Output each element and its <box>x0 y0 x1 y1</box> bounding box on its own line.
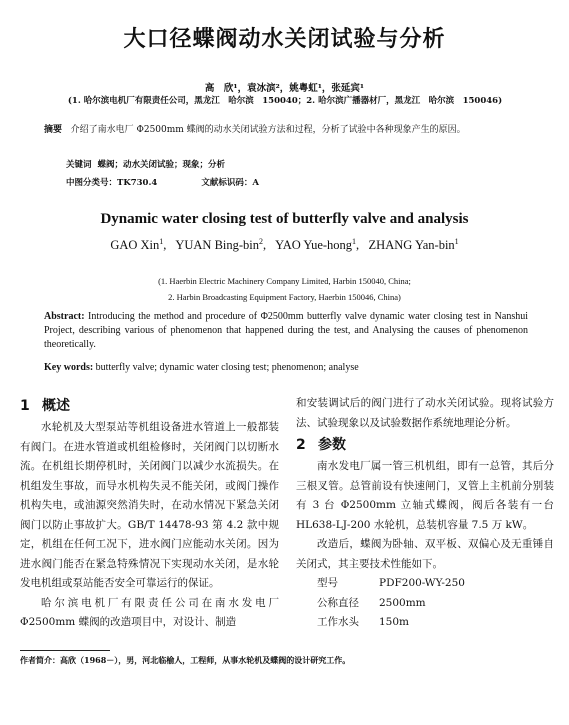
affiliation-en-1: (1. Haerbin Electric Machinery Company Limited, Harbin 150040, China; <box>158 276 411 286</box>
section-heading <box>20 394 279 418</box>
affiliation-en-2: 2. Harbin Broadcasting Equipment Factory, Haerbin 150046, China) <box>168 292 401 302</box>
body-paragraph: 南水发电厂属一管三机机组，即有一总管，其后分三根叉管。总管前设有快速闸门，叉管上主机前分别装有 3 台 Φ2500mm 立轴式蝶阀，阀后各装有一台 HL638-LJ-200 水轮机，总装机容量 7.5 万 kW。 <box>296 460 554 531</box>
paper-title-cn: 大口径蝶阀动水关闭试验与分析 <box>123 27 446 52</box>
author-en: GAO Xin <box>110 238 160 253</box>
author-sup: 2 <box>259 237 264 246</box>
affiliations-cn: (1. 哈尔滨电机厂有限责任公司，黑龙江 哈尔滨 150040；2. 哈尔滨广播器材厂，黑龙江 哈尔滨 150046) <box>67 96 503 106</box>
section-title: 参数 <box>318 437 346 453</box>
spec-row <box>296 574 554 594</box>
spec-key: 公称直径 <box>317 596 359 609</box>
abstract-en-text: Introducing the method and procedure of Φ2500mm butterfly valve dynamic water closing test in Nanshui Project, describing various of phenomenon that happened during the test, and Analysing the causes of phenomenon theoretically. <box>44 311 529 350</box>
classification-line <box>66 176 259 188</box>
author-sup: 1 <box>454 237 459 246</box>
body-paragraph: 哈尔滨电机厂有限责任公司在南水发电厂Φ2500mm 蝶阀的改造项目中，对设计、制造 <box>20 596 279 628</box>
author-footnote: 作者简介：高欣（1968－），男，河北临榆人，工程师，从事水轮机及蝶阀的设计研究工作。 <box>20 655 351 665</box>
clc-value: TK730.4 <box>117 178 158 188</box>
section-title: 概述 <box>42 398 70 414</box>
author-sup: 1 <box>159 237 164 246</box>
abstract-en-label: Abstract: <box>44 311 85 322</box>
section-number: 1 <box>20 398 30 414</box>
keywords-cn-text: 蝶阀；动水关闭试验；现象；分析 <box>97 160 225 170</box>
abstract-cn-text: 介绍了南水电厂 Φ2500mm 蝶阀的动水关闭试验方法和过程，分析了试验中各种现象产生的原因。 <box>70 125 466 135</box>
spec-value: 2500mm <box>379 596 426 609</box>
body-paragraph: 改造后，蝶阀为卧轴、双平板、双偏心及无重锤自关闭式，其主要技术性能如下。 <box>296 538 554 570</box>
author-en: ZHANG Yan-bin <box>368 238 455 253</box>
author-en: YUAN Bing-bin <box>175 238 260 253</box>
abstract-cn <box>44 122 524 138</box>
body-column-left <box>20 394 279 633</box>
paper-title-en: Dynamic water closing test of butterfly valve and analysis <box>100 211 469 227</box>
authors-cn: 高 欣¹，袁冰滨²，姚粤虹¹，张延宾¹ <box>204 83 365 94</box>
abstract-en <box>44 310 528 352</box>
clc-label: 中图分类号： <box>66 178 118 188</box>
spec-value: PDF200-WY-250 <box>379 577 465 589</box>
keywords-en-label: Key words: <box>44 362 94 373</box>
spec-value: 150m <box>379 616 409 628</box>
keywords-en <box>44 362 528 373</box>
author-en: YAO Yue-hong <box>275 238 353 253</box>
author-sup: 1 <box>352 237 357 246</box>
section-heading <box>296 433 554 457</box>
keywords-cn-label: 关键词 <box>66 160 92 170</box>
doc-code-value: A <box>252 178 259 188</box>
abstract-cn-label: 摘要 <box>44 125 63 135</box>
spec-row <box>296 594 554 614</box>
keywords-cn <box>66 158 225 170</box>
doc-code-label: 文献标识码： <box>201 178 253 188</box>
spec-row <box>296 613 554 633</box>
footnote-divider <box>20 650 110 651</box>
authors-en: GAO Xin$^1$, YUAN Bing-bin$^2$, YAO Yue-hong$^1$, ZHANG Yan-bin$^1$ <box>110 237 459 253</box>
body-paragraph: 和安装调试后的阀门进行了动水关闭试验。现将试验方法、试验现象以及试验数据作系统地理论分析。 <box>296 397 554 429</box>
spec-key: 工作水头 <box>317 616 359 628</box>
section-number: 2 <box>296 437 306 453</box>
body-paragraph: 水轮机及大型泵站等机组设备进水管道上一般都装有阀门。在进水管道或机组检修时，关闭阀门以切断水流。在机组长期停机时，关闭阀门以减少水流损失。在机组发生事故，而导水机构失灵不能关闭，或阀门操作机构失电，或油源突然消失时，在动水情况下紧急关闭阀门以防止事故扩大。GB/T 14478-93 第 4.2 款中规定，机组在任何工况下，进水阀门应能动水关闭。因为进水阀门能否在紧急特殊情况下实现动水关闭，是水轮发电机组或泵站能否安全可靠运行的保证。 <box>20 421 279 589</box>
keywords-en-text: butterfly valve; dynamic water closing test; phenomenon; analyse <box>95 362 359 373</box>
body-column-right <box>296 394 554 633</box>
spec-key: 型号 <box>317 577 338 589</box>
